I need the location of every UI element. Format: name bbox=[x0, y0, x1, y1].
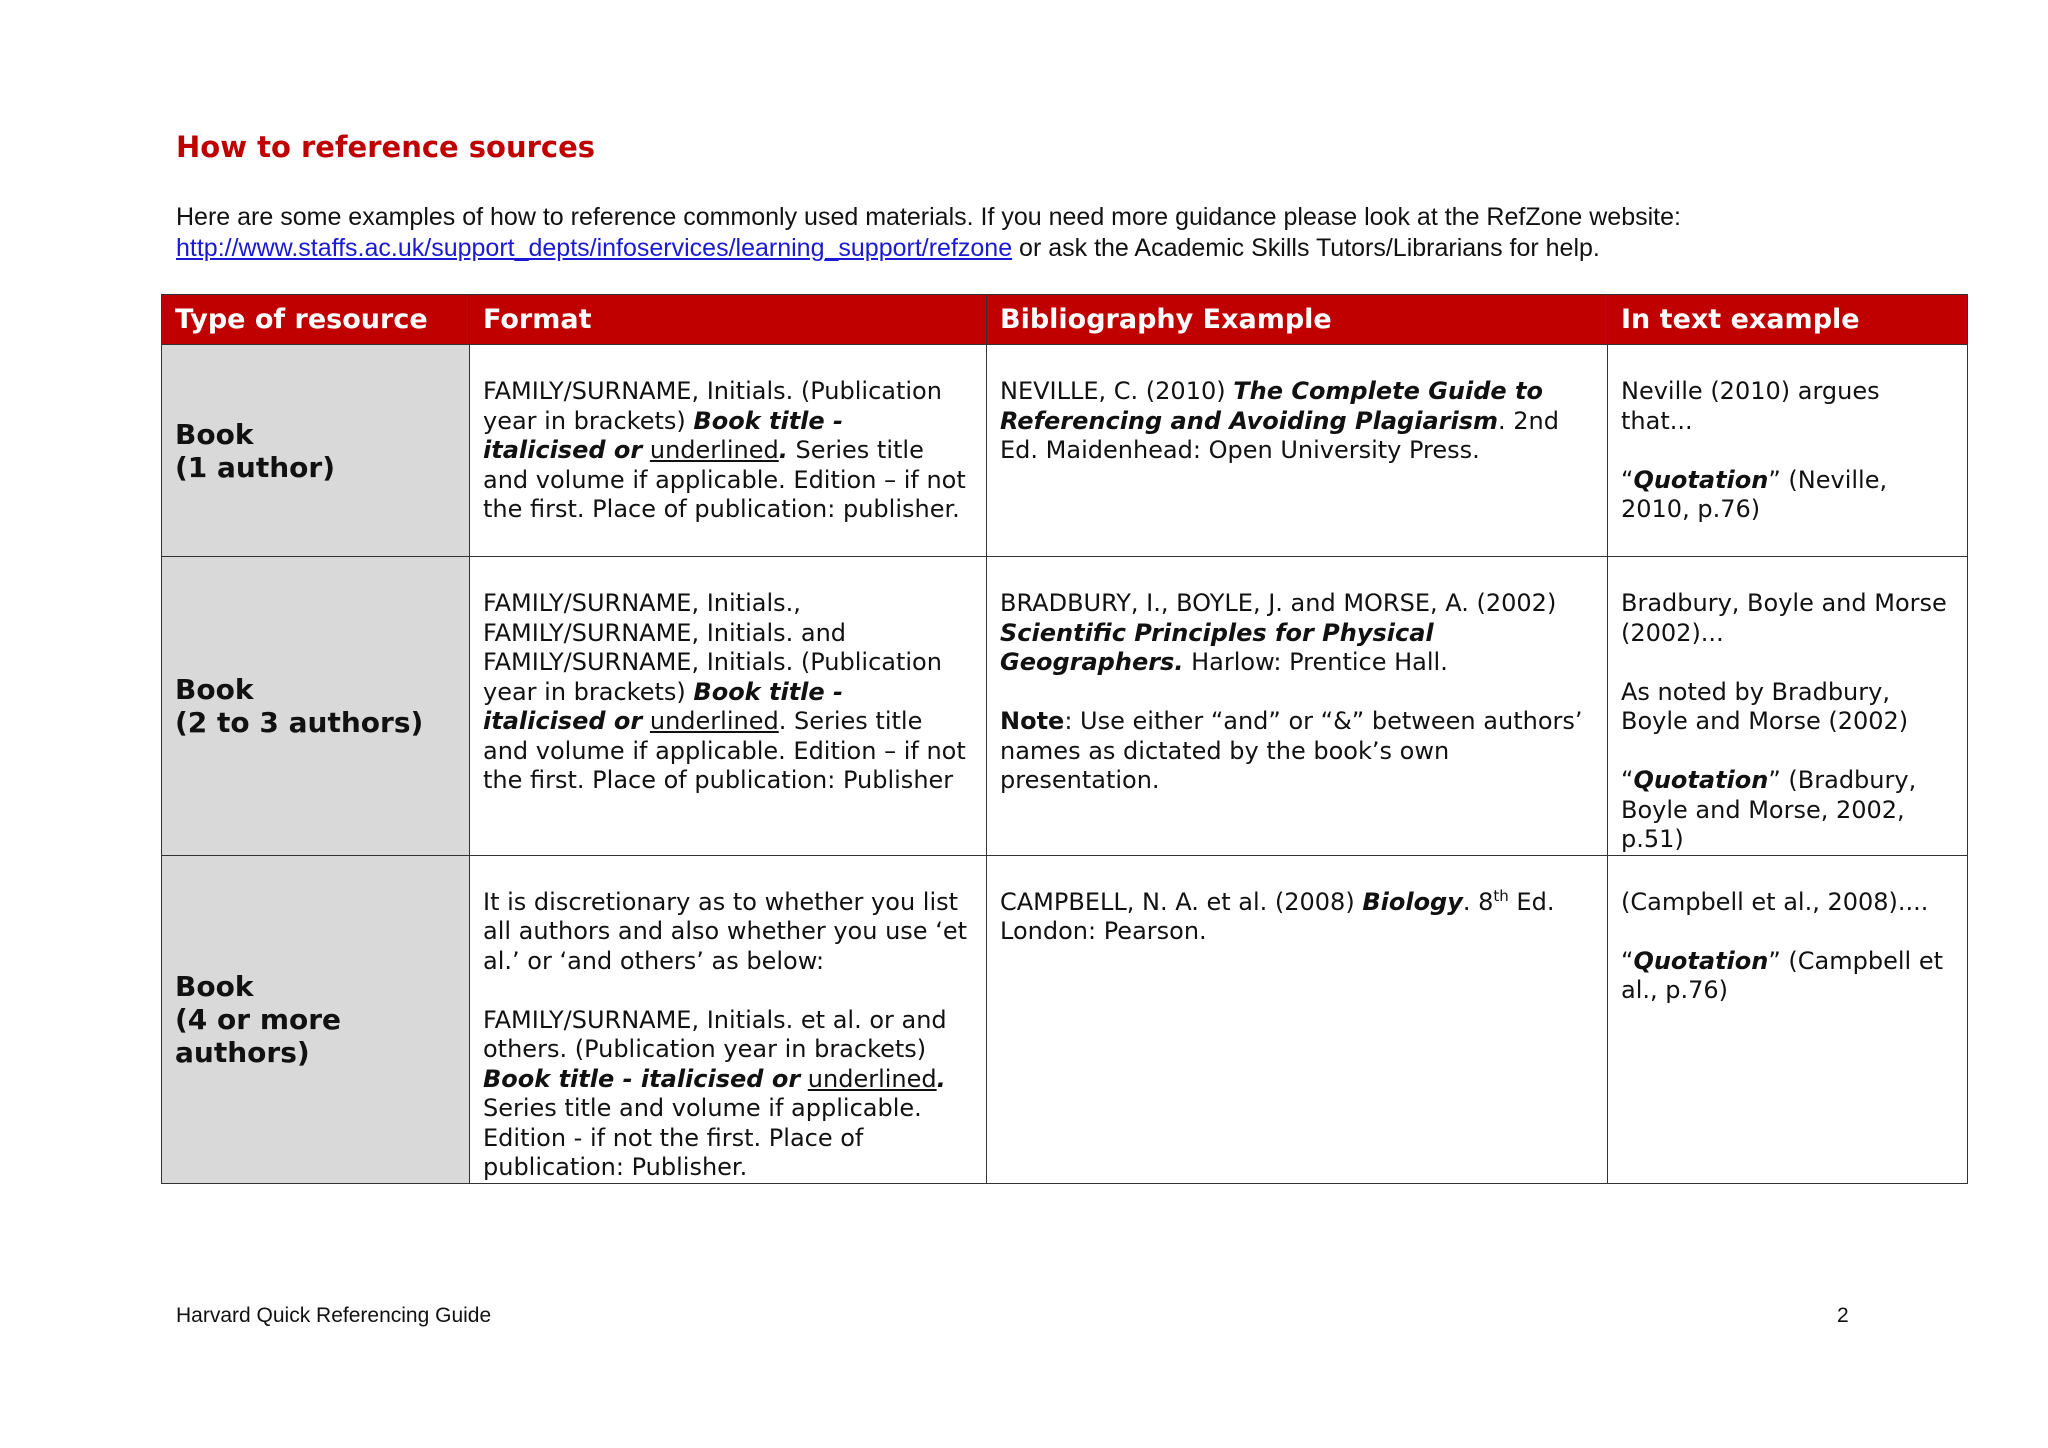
bibliography-cell bbox=[987, 345, 1608, 557]
in-text-cell bbox=[1608, 855, 1968, 1183]
table-row bbox=[162, 345, 1968, 557]
format-title-rule: Book title - italicised or bbox=[483, 1064, 801, 1093]
type-label: Book bbox=[175, 417, 254, 451]
footer-title: Harvard Quick Referencing Guide bbox=[176, 1304, 492, 1327]
header-in-text: In text example bbox=[1608, 295, 1968, 345]
format-underlined: underlined bbox=[649, 707, 779, 735]
type-sublabel-2: authors) bbox=[175, 1035, 310, 1069]
format-period: . bbox=[936, 1064, 946, 1093]
format-text: FAMILY/SURNAME, Initials. et al. or and others. (Publication year in brackets) bbox=[483, 1005, 947, 1063]
page-number: 2 bbox=[1837, 1304, 1849, 1327]
format-space bbox=[642, 436, 650, 464]
format-rest: Series title and volume if applicable. Edition – if not the first. Place of publication: publisher. bbox=[483, 436, 966, 523]
in-text-cell bbox=[1608, 557, 1968, 856]
quotation-example bbox=[1621, 766, 1954, 855]
table-header-row bbox=[162, 295, 1968, 345]
format-period: . bbox=[778, 436, 788, 464]
format-rest: Series title and volume if applicable. Edition – if not the first. Place of publication: Publisher bbox=[483, 707, 966, 794]
intro-paragraph bbox=[176, 202, 1976, 264]
format-title-rule: Book title - italicised or bbox=[483, 406, 843, 464]
in-text-example-2: As noted by Bradbury, Boyle and Morse (2002) bbox=[1621, 677, 1909, 735]
in-text-cell bbox=[1608, 345, 1968, 557]
quote-mark: “ bbox=[1621, 766, 1634, 794]
format-cell bbox=[470, 557, 987, 856]
note-label: Note bbox=[1000, 707, 1065, 735]
quote-mark: “ bbox=[1621, 946, 1634, 975]
header-type: Type of resource bbox=[162, 295, 470, 345]
table-row bbox=[162, 855, 1968, 1183]
quotation-citation: ” (Campbell et al., p.76) bbox=[1621, 946, 1944, 1004]
table-row bbox=[162, 557, 1968, 856]
format-underlined: underlined bbox=[807, 1064, 937, 1093]
bibliography-cell bbox=[987, 855, 1608, 1183]
type-cell bbox=[162, 557, 470, 856]
format-space bbox=[642, 707, 650, 735]
biblio-superscript: th bbox=[1493, 886, 1509, 905]
quote-mark: “ bbox=[1621, 465, 1634, 494]
type-sublabel: (2 to 3 authors) bbox=[175, 705, 424, 739]
format-rest: Series title and volume if applicable. Edition - if not the first. Place of publication: Publisher. bbox=[483, 1094, 922, 1181]
reference-table bbox=[161, 294, 1968, 1184]
biblio-title: The Complete Guide to Referencing and Avoiding Plagiarism bbox=[1000, 377, 1544, 435]
bibliography-cell bbox=[987, 557, 1608, 856]
type-sublabel: (1 author) bbox=[175, 450, 336, 484]
format-cell bbox=[470, 345, 987, 557]
refzone-link[interactable]: http://www.staffs.ac.uk/support_depts/infoservices/learning_support/refzone bbox=[176, 234, 1013, 262]
quotation-example bbox=[1621, 466, 1954, 525]
header-format: Format bbox=[470, 295, 987, 345]
format-underlined: underlined bbox=[649, 436, 779, 464]
format-text: FAMILY/SURNAME, Initials. (Publication year in brackets) bbox=[483, 377, 942, 435]
format-cell bbox=[470, 855, 987, 1183]
header-bibliography: Bibliography Example bbox=[987, 295, 1608, 345]
biblio-title: Scientific Principles for Physical Geographers. bbox=[1000, 618, 1434, 676]
biblio-title: Biology bbox=[1362, 887, 1463, 916]
quotation-example bbox=[1621, 947, 1954, 1006]
quotation-citation: ” (Neville, 2010, p.76) bbox=[1621, 465, 1888, 523]
biblio-authors: CAMPBELL, N. A. et al. (2008) bbox=[1000, 887, 1363, 916]
quotation-word: Quotation bbox=[1633, 766, 1769, 794]
in-text-example: Neville (2010) argues that... bbox=[1621, 377, 1880, 435]
biblio-rest: . 2nd Ed. Maidenhead: Open University Press. bbox=[1000, 406, 1559, 464]
biblio-authors: BRADBURY, I., BOYLE, J. and MORSE, A. (2002) bbox=[1000, 589, 1557, 617]
page-title: How to reference sources bbox=[176, 130, 596, 164]
note-text: : Use either “and” or “&” between authors’ names as dictated by the book’s own presentation. bbox=[1000, 707, 1583, 794]
format-period: . bbox=[778, 707, 787, 735]
type-cell bbox=[162, 855, 470, 1183]
biblio-rest: Ed. London: Pearson. bbox=[1000, 887, 1555, 945]
format-title-rule: Book title - italicised or bbox=[483, 677, 843, 735]
type-label: Book bbox=[175, 672, 254, 706]
format-intro: It is discretionary as to whether you list all authors and also whether you use ‘et al.’ or ‘and others’ as below: bbox=[483, 887, 967, 975]
biblio-edition: . 8 bbox=[1462, 887, 1494, 916]
in-text-example: Bradbury, Boyle and Morse (2002)... bbox=[1621, 589, 1947, 647]
quotation-word: Quotation bbox=[1633, 465, 1769, 494]
intro-text: Here are some examples of how to reference commonly used materials. If you need more guidance please look at the RefZone website: bbox=[176, 203, 1681, 231]
type-label: Book bbox=[175, 969, 254, 1003]
type-cell bbox=[162, 345, 470, 557]
quotation-word: Quotation bbox=[1633, 946, 1769, 975]
format-space bbox=[800, 1065, 808, 1093]
in-text-example: (Campbell et al., 2008).... bbox=[1621, 887, 1929, 916]
format-pattern bbox=[483, 1006, 973, 1183]
intro-after-link: or ask the Academic Skills Tutors/Librarians for help. bbox=[1012, 234, 1600, 262]
biblio-note bbox=[1000, 707, 1594, 796]
biblio-authors: NEVILLE, C. (2010) bbox=[1000, 377, 1234, 405]
type-sublabel: (4 or more bbox=[175, 1002, 342, 1036]
format-text: FAMILY/SURNAME, Initials., FAMILY/SURNAME, Initials. and FAMILY/SURNAME, Initials. (Publication year in brackets) bbox=[483, 589, 942, 706]
biblio-rest: Harlow: Prentice Hall. bbox=[1183, 648, 1448, 676]
quotation-citation: ” (Bradbury, Boyle and Morse, 2002, p.51) bbox=[1621, 766, 1917, 853]
